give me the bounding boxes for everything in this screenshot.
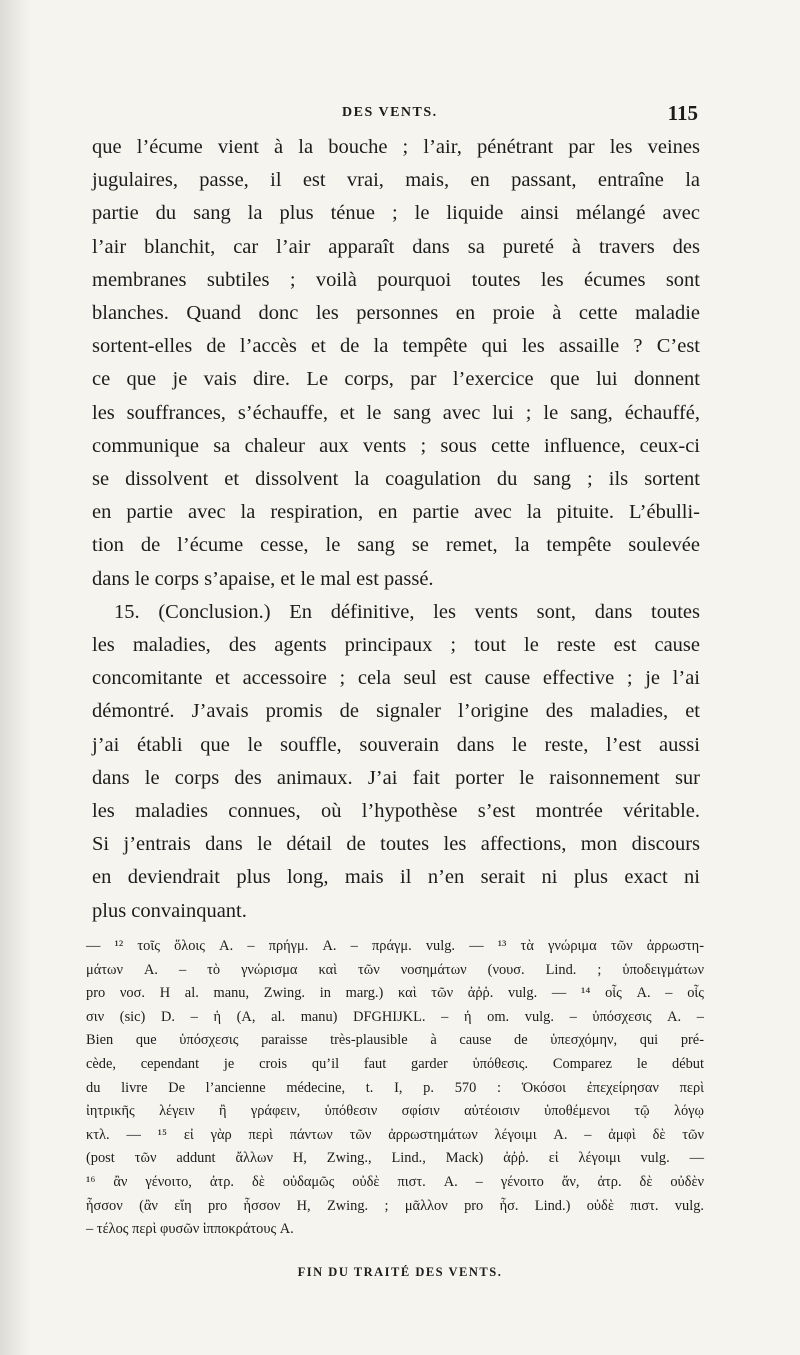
note-line: du livre De l’ancienne médecine, t. I, p. 570 : Ὁκόσοι ἐπεχείρησαν περὶ [86, 1079, 704, 1096]
body-line: membranes subtiles ; voilà pourquoi toutes les écumes sont [92, 268, 700, 291]
body-line: concomitante et accessoire ; cela seul est cause effective ; je l’ai [92, 667, 700, 690]
note-line: cède, cependant je crois qu’il faut garder ὑπόθεσις. Comparez le début [86, 1055, 704, 1072]
body-line: communique sa chaleur aux vents ; sous cette influence, ceux-ci [92, 434, 700, 457]
main-text [92, 131, 700, 928]
note-line: (post τῶν addunt ἄλλων H, Zwing., Lind., Mack) ἀῤῥ. εἰ λέγοιμι vulg. — [86, 1150, 704, 1167]
body-line: démontré. J’avais promis de signaler l’origine des maladies, et [92, 700, 700, 723]
body-line: plus convainquant. [92, 899, 247, 922]
critical-notes [86, 935, 704, 1242]
body-line: les maladies, des agents principaux ; tout le reste est cause [92, 634, 700, 657]
end-of-treatise: FIN DU TRAITÉ DES VENTS. [297, 1265, 503, 1279]
page-number: 115 [667, 101, 698, 125]
body-line: dans le corps des animaux. J’ai fait porter le raisonnement sur [92, 766, 700, 789]
body-line: en deviendrait plus long, mais il n’en serait ni plus exact ni [92, 866, 700, 889]
body-line: blanches. Quand donc les personnes en proie à cette maladie [92, 302, 700, 325]
body-line: ce que je vais dire. Le corps, par l’exercice que lui donnent [92, 368, 700, 391]
body-line: tion de l’écume cesse, le sang se remet, la tempête soulevée [92, 534, 700, 557]
note-line: ἰητρικῆς λέγειν ἢ γράφειν, ὑπόθεσιν σφίσιν αὐτέοισιν ὑποθέμενοι τῷ λόγῳ [86, 1103, 704, 1120]
page-header [92, 101, 700, 131]
note-line: pro νοσ. H al. manu, Zwing. in marg.) καὶ τῶν ἀῤῥ. vulg. — ¹⁴ οἷς A. – οἷς [86, 985, 704, 1002]
note-line: κτλ. — ¹⁵ εἰ γὰρ περὶ πάντων τῶν ἀρρωστημάτων λέγοιμι A. – ἀμφὶ δὲ τῶν [86, 1126, 704, 1143]
body-line: que l’écume vient à la bouche ; l’air, pénétrant par les veines [92, 136, 700, 158]
body-line: en partie avec la respiration, en partie avec la pituite. L’ébulli- [92, 501, 700, 524]
body-line: partie du sang la plus ténue ; le liquide ainsi mélangé avec [92, 202, 700, 225]
running-title: DES VENTS. [342, 105, 438, 120]
body-line: l’air blanchit, car l’air apparaît dans sa pureté à travers des [92, 235, 700, 258]
body-line: jugulaires, passe, il est vrai, mais, en passant, entraîne la [92, 169, 700, 192]
body-line: les souffrances, s’échauffe, et le sang avec lui ; le sang, échauffé, [92, 401, 700, 424]
body-line: les maladies connues, où l’hypothèse s’est montrée véritable. [92, 800, 700, 823]
page-edge-shadow [0, 0, 30, 1355]
note-line: Bien que ὑπόσχεσις paraisse très-plausible à cause de ὑπεσχόμην, qui pré- [86, 1032, 704, 1049]
note-line: — ¹² τοῖς ὅλοις A. – πρήγμ. A. – πράγμ. vulg. — ¹³ τὰ γνώριμα τῶν ἀρρωστη- [86, 938, 704, 954]
body-line: dans le corps s’apaise, et le mal est passé. [92, 567, 434, 590]
body-line: j’ai établi que le souffle, souverain dans le reste, l’est aussi [92, 733, 700, 756]
note-line: σιν (sic) D. – ἡ (A, al. manu) DFGHIJKL. – ἡ om. vulg. – ὑπόσχεσις A. – [86, 1008, 704, 1025]
note-line: ¹⁶ ἂν γένοιτο, ἀτρ. δὲ οὐδαμῶς οὐδὲ πιστ. A. – γένοιτο ἄν, ἀτρ. δὲ οὐδὲν [86, 1173, 704, 1190]
note-line: – τέλος περὶ φυσῶν ἱπποκράτους A. [86, 1221, 294, 1238]
note-line: μάτων A. – τὸ γνώρισμα καὶ τῶν νοσημάτων (νουσ. Lind. ; ὑποδειγμάτων [86, 961, 704, 978]
body-line: Si j’entrais dans le détail de toutes les affections, mon discours [92, 833, 700, 856]
body-line: sortent-elles de l’accès et de la tempête qui les assaille ? C’est [92, 335, 700, 358]
body-line: se dissolvent et dissolvent la coagulation du sang ; ils sortent [92, 468, 700, 491]
section-15-heading-line: 15. (Conclusion.) En définitive, les vents sont, dans toutes [114, 600, 700, 623]
note-line: ἧσσον (ἂν εἴη pro ἧσσον H, Zwing. ; μᾶλλον pro ἧσ. Lind.) οὐδὲ πιστ. vulg. [86, 1197, 704, 1214]
